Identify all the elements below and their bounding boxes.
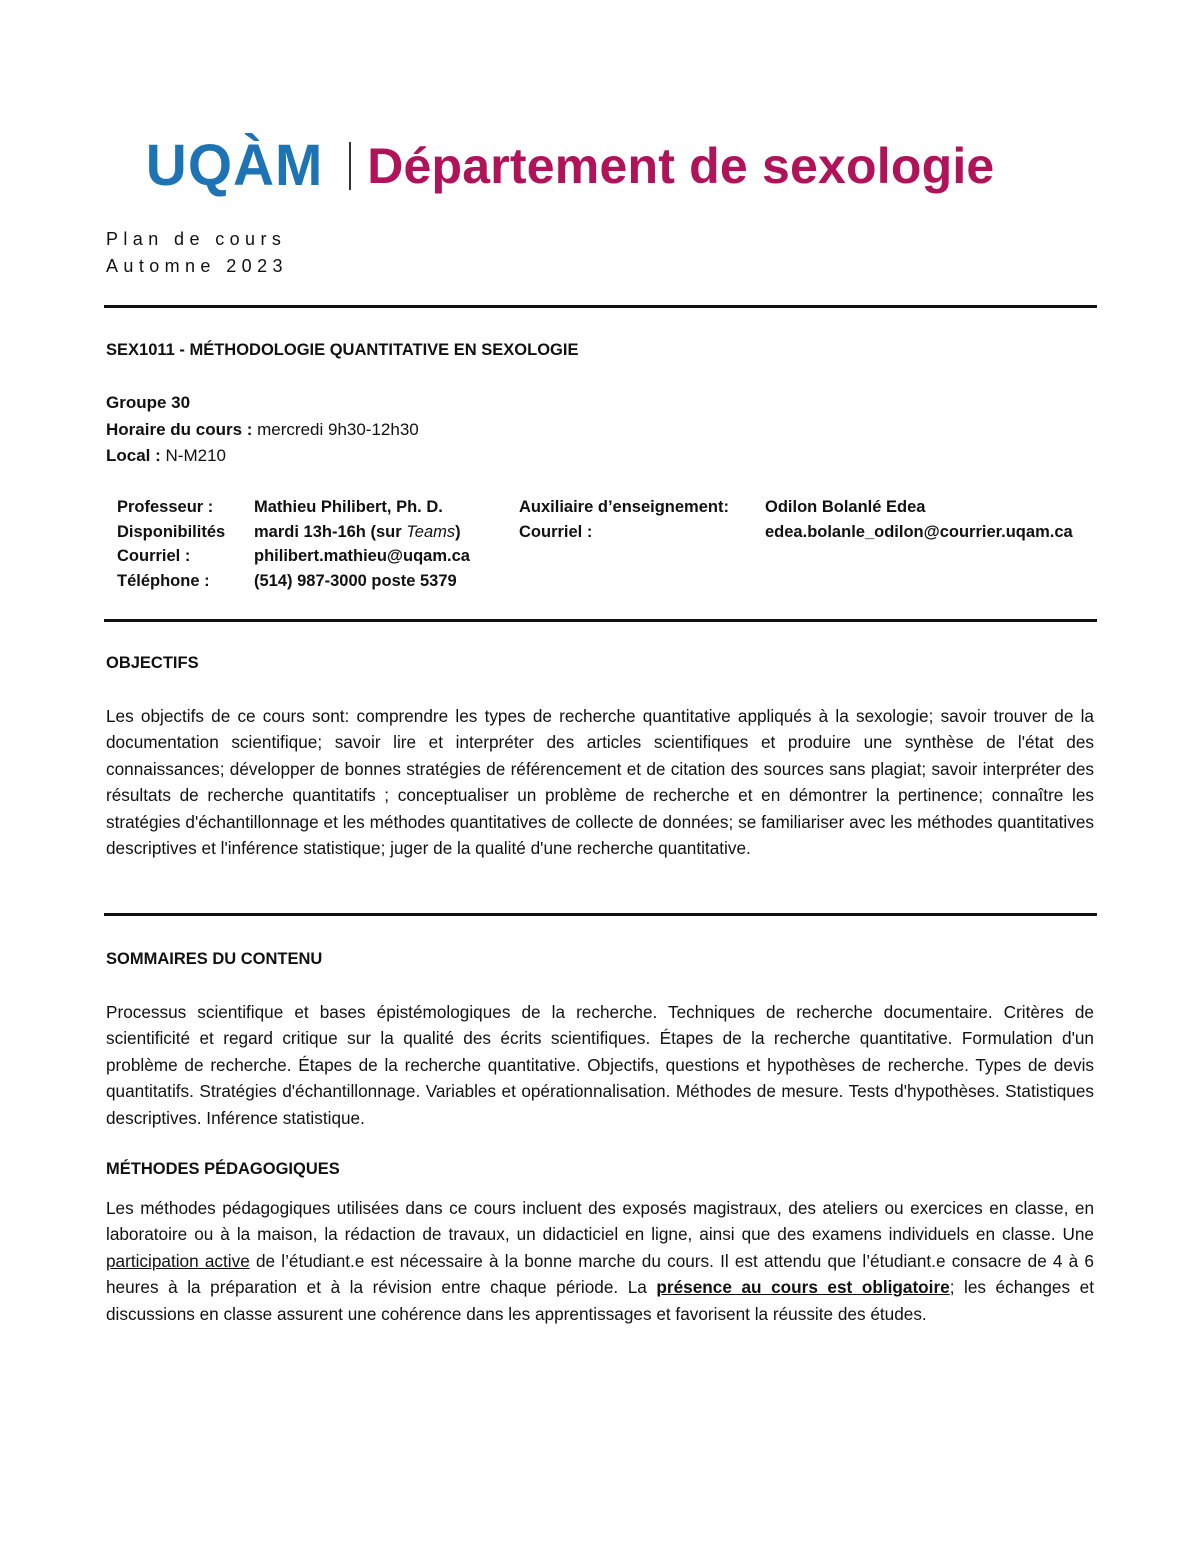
professor-phone: (514) 987-3000 poste 5379 [254,571,457,590]
availability-close: ) [455,522,461,541]
plan-label: Plan de cours [106,229,287,249]
professor-email: philibert.mathieu@uqam.ca [254,547,470,565]
assistant-email: edea.bolanle_odilon@courrier.uqam.ca [765,522,1073,541]
summary-heading: SOMMAIRES DU CONTENU [106,950,323,968]
assistant-labels [519,495,729,544]
professor-email-label: Courriel : [117,547,191,565]
room-value: N-M210 [160,446,226,465]
professor-labels [117,495,225,593]
professor-name: Mathieu Philibert, Ph. D. [254,498,443,516]
professor-label: Professeur : [117,498,214,516]
assistant-values [765,495,1073,544]
divider [104,305,1097,308]
schedule-line [106,420,419,440]
room-line [106,446,226,466]
professor-values [254,495,470,593]
availability-label: Disponibilités [117,522,226,541]
participation-emphasis: participation active [106,1250,250,1271]
attendance-emphasis: présence au cours est obligatoire [656,1277,950,1298]
objectives-text: Les objectifs de ce cours sont: comprendre les types de recherche quantitative appliqués à la sexologie; savoir trouver de la documentation scientifique; savoir lire et interpréter des articles scientifiques et produire une synthèse de l'état des connaissances; développer de bonnes stratégies de référencement et de citation des sources sans plagiat; savoir interpréter des résultats de recherche quantitatifs ; conceptualiser un problème de recherche et en démontrer la pertinence; connaître les stratégies d'échantillonnage et les méthodes quantitatives de collecte de données; se familiariser avec les méthodes quantitatives descriptives et l'inférence statistique; juger de la qualité d'une recherche quantitative. [106,706,1094,859]
group-label: Groupe 30 [106,393,191,412]
uqam-department-logo [144,128,994,204]
objectives-heading: OBJECTIFS [106,654,199,672]
assistant-label: Auxiliaire d’enseignement: [519,498,729,516]
availability-value [254,520,470,545]
room-label: Local : [106,446,161,465]
availability-platform: Teams [406,522,456,541]
divider [104,913,1097,916]
term-label: Automne 2023 [106,256,288,276]
uqam-logo-text: UQÀM [145,133,324,198]
methods-text-part: ; les échanges et discussions en classe assurent une cohérence dans les apprentissages et favorisent la réussite des études. [106,1277,1094,1324]
divider [104,619,1097,622]
assistant-email-label: Courriel : [519,522,593,541]
logo-separator [349,142,351,190]
methods-heading: MÉTHODES PÉDAGOGIQUES [106,1160,340,1178]
methods-text-part: Les méthodes pédagogiques utilisées dans ce cours incluent des exposés magistraux, des ateliers ou exercices en classe, en laboratoire ou à la maison, la rédaction de travaux, un didacticiel en ligne, ainsi que des examens individuels en classe. Une [106,1198,1094,1245]
phone-label: Téléphone : [117,571,210,590]
course-title: SEX1011 - MÉTHODOLOGIE QUANTITATIVE EN SEXOLOGIE [106,341,579,359]
methods-text [106,1195,1094,1327]
assistant-name: Odilon Bolanlé Edea [765,498,926,516]
department-name: Département de sexologie [367,138,995,194]
summary-text: Processus scientifique et bases épistémologiques de la recherche. Techniques de recherche documentaire. Critères de scientificité et regard critique sur la qualité des écrits scientifiques. Étapes de la recherche quantitative. Formulation d'un problème de recherche. Étapes de la recherche quantitative. Objectifs, questions et hypothèses de recherche. Types de devis quantitatifs. Stratégies d'échantillonnage. Variables et opérationnalisation. Méthodes de mesure. Tests d'hypothèses. Statistiques descriptives. Inférence statistique. [106,1002,1094,1128]
methods-text-part: de l’étudiant.e est nécessaire à la bonne marche du cours. Il est attendu que l’étudiant.e consacre de 4 à 6 heures à la préparation et à la révision entre chaque période. La [106,1250,1094,1298]
schedule-value: mercredi 9h30-12h30 [252,420,419,439]
availability-text: mardi 13h-16h (sur [254,522,407,541]
schedule-label: Horaire du cours : [106,420,253,439]
